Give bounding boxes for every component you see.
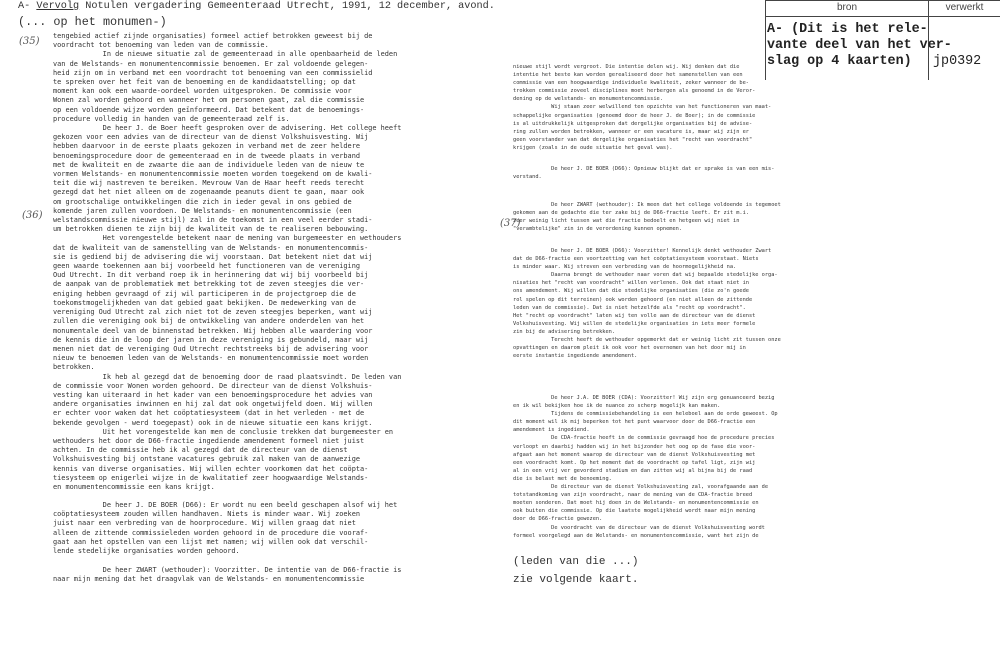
text-line: De heer ZWART (wethouder): Voorzitter. De intentie van de D66-fractie is (102, 566, 402, 574)
paragraph (53, 373, 401, 428)
text-line: die is belast met de benoeming. (513, 475, 612, 482)
table-border-top (765, 0, 1000, 1)
text-line: verloopt en daarbij hadden wij in het bijzonder het oog op de fase die voor- (513, 443, 756, 450)
bron-line: slag op 4 kaarten) (767, 54, 912, 69)
text-block (53, 32, 401, 492)
text-line: wethouders het door de D66-fractie ingediende amendement formeel niet juist (53, 436, 365, 445)
text-line: De CDA-fractie heeft in de commissie gevraagd hoe de procedure precies (551, 435, 775, 442)
text-line: juist naar een verbreding van de hoorprocedure. Wij willen graag dat niet (53, 519, 356, 528)
text-line: De directeur van de dienst Volkshuisvesting zal, voorafgaande aan de (551, 484, 769, 491)
text-line: gekomen aan de gedachte die ter zake bij de D66-fractie leeft. Er zit m.i. (513, 210, 749, 217)
paragraph (513, 63, 771, 103)
text-line: schappelijke organisaties (genoemd door de heer J. de Boer); in de commissie (513, 112, 756, 119)
bron-header: bron (836, 2, 857, 13)
paragraph (513, 394, 778, 410)
text-line: Uit het vorengestelde kan men de conclusie trekken dat burgemeester en (102, 427, 394, 436)
text-line: gekozen voor een advies van de directeur van de dienst Volkshuisvesting. Wij (53, 133, 369, 142)
paragraph (513, 483, 778, 523)
text-line: dit moment wil ik mij beperken tot het punt waarvoor door de D66-fractie een (513, 419, 756, 426)
text-line: geen waarde toekennen aan bij voorbeeld het functioneren van de vereniging (53, 262, 360, 271)
table-header-divider (765, 16, 1000, 17)
text-line: menen niet dat de vereniging Oud Utrecht rechtstreeks bij de advisering voor (53, 344, 369, 353)
bron-cell (767, 22, 952, 70)
text-line: door de D66-fractie gewezen. (513, 516, 603, 523)
card-prefix: A- (18, 1, 37, 12)
paragraph (53, 501, 397, 556)
text-line: De heer J.A. DE BOER (CDA): Voorzitter! Wij zijn erg genuanceerd bezig (551, 395, 775, 401)
bron-line: A- (Dit is het rele- (767, 22, 928, 37)
text-line: naar mijn mening dat het draagvlak van de Welstands- en monumentencommissie (53, 575, 365, 584)
margin-note-35: (35) (19, 36, 40, 47)
paragraph (513, 271, 781, 336)
text-line: nieuw te benoemen leden van de Welstands- en monumentencommissie moet worden (53, 354, 369, 363)
text-line: Ik heb al gezegd dat de benoeming door de raad plaatsvindt. De leden van (102, 372, 402, 381)
text-line: De heer J. de Boer heeft gesproken over de advisering. Het college heeft (102, 124, 402, 133)
text-block (513, 201, 781, 233)
text-line: de kennis die in de loop der jaren in deze vereniging is gebundeld, maar wij (53, 335, 369, 344)
paragraph (53, 50, 401, 124)
text-line: betrokken. (53, 363, 95, 372)
text-line: De voordracht van de directeur van de dienst Volkshuisvesting wordt (551, 524, 765, 531)
text-line: toekomstmogelijkheden van dat gebied gaat bekijken. De medewerking van de (53, 298, 356, 307)
text-line: en ik wil bekijken hoe ik de nuance zo scherp mogelijk kan maken. (513, 403, 721, 410)
text-line: zullen die vereniging ook bij de ontwikkeling van andere onderdelen van het (53, 317, 365, 326)
text-line: "verambtelijke" zin in de verordening kunnen opnemen. (513, 226, 683, 233)
text-line: De heer J. DE BOER (D66): Er wordt nu een beeld geschapen alsof wij het (102, 501, 398, 509)
text-line: Daarna brengt de wethouder naar voren dat wij bepaalde stedelijke orga- (551, 272, 778, 279)
text-line: intentie het beste kan worden gerealiseerd door het samenstellen van een (513, 72, 743, 79)
text-line: ring zullen worden betrokken, wanneer er een vacature is, maar wij zijn er (513, 128, 749, 135)
text-line: teit die wij nastreven te bereiken. Mevrouw Van de Haar heeft reeds terecht (53, 179, 365, 188)
paragraph (513, 201, 781, 233)
vervolg-label: Vervolg (36, 1, 80, 12)
text-line: om grootschalige ontwikkelingen die zich in ieder geval in ons gebied de (53, 197, 352, 206)
text-line: opvattingen en daarom pleit ik ook voor het overnemen van het door mij in (513, 345, 746, 352)
card-subtitle: (... op het monumen-) (18, 15, 167, 29)
text-line: kennis van diverse organisaties. Wij willen echter voorkomen dat het coöpta- (53, 464, 369, 473)
text-line: ons amendement. Wij willen dat die stedelijke organisaties (die zo'n goede (513, 288, 749, 295)
continuation-note: (leden van die ...) (513, 556, 639, 568)
text-line: vormen Welstands- en monumentencommissie moeten worden toegekend om de kwali- (53, 170, 373, 179)
text-line: Tijdens de commissiebehandeling is een heleboel aan de orde geweest. Op (551, 411, 778, 418)
text-line: de commissie voor Wonen worden gehoord. De directeur van de dienst Volkshuis- (53, 381, 373, 390)
text-line: krijgen (zoals in de oude situatie het geval was). (513, 144, 673, 151)
text-line: amendement is ingediend. (513, 427, 590, 434)
text-block (53, 566, 401, 584)
card-title (18, 1, 495, 12)
margin-note-36: (36) (22, 210, 43, 221)
text-line: tiesysteem op enigerlei wijze in de kwalitatief zeer hoogwaardige Welstands- (53, 473, 369, 482)
text-line: voordracht tot benoeming van leden van de commissie. (53, 41, 269, 50)
text-line: trokken commissie zoveel disciplines moet herbergen als genoemd in de Veror- (513, 88, 756, 95)
text-line: is minder waar. Wij streven een verbreding van de hoormogelijkheid na. (513, 264, 737, 271)
margin-note-37: (37) (500, 218, 521, 229)
text-line: Wonen zal worden gehoord en wanneer het om personen gaat, zal die commissie (53, 96, 365, 105)
text-line: te spreken over het feit van de benoeming en de kandidaatstelling; op dat (53, 78, 356, 87)
paragraph (53, 566, 401, 584)
text-line: afgaat aan het moment waarop de directeur van de dienst Volkshuisvesting met (513, 451, 756, 458)
text-line: een voordracht komt. Op het moment dat de voordracht op tafel ligt, zijn wij (513, 459, 756, 466)
text-line: gezegd dat het niet alleen om de zogenaamde peanuts dient te gaan, maar ook (53, 188, 365, 197)
text-line: nieuwe stijl wordt vergroot. Die intentie delen wij. Wij denken dat die (513, 64, 740, 70)
text-line: leden van de commissie). Dat is niet hetzelfde als "recht op voordracht". (513, 304, 746, 311)
text-line: De heer ZWART (wethouder): Ik meen dat het college voldoende is tegemoet (551, 202, 781, 208)
text-line: Oud Utrecht. In dit verband roep ik in herinnering dat wij bij voorbeeld bij (53, 271, 369, 280)
text-line: zeer weinig licht tussen wat die fractie bedoelt en hetgeen wij niet in (513, 218, 740, 225)
text-line: tengebied actief zijnde organisaties) formeel actief betrokken geweest bij de (53, 32, 373, 40)
text-block (513, 394, 778, 540)
paragraph (53, 124, 401, 234)
text-line: zin bij de advisering betrekken. (513, 328, 616, 335)
text-line: gaat aan het opstellen van een lijst met namen; wij willen ook dat verschil- (53, 537, 369, 546)
text-line: formeel voorgelegd aan de Welstands- en monumentencommissie, want het zijn de (513, 532, 759, 539)
text-line: lende stedelijke organisaties worden gehoord. (53, 547, 240, 556)
paragraph (513, 247, 781, 271)
text-line: hebben daarvoor in de eerste plaats gekozen in verband met de zeer heldere (53, 142, 360, 151)
text-line: Volkshuisvesting bij ontstane vacatures gebruik zal maken van de aanwezige (53, 455, 360, 464)
text-line: van de Welstands- en monumentencommissie benoemen. Er zal voldoende gelegen- (53, 59, 369, 68)
text-block (53, 501, 397, 556)
text-line: Volkshuisvesting. Wij willen de stedelijke organisaties in iets meer formele (513, 320, 756, 327)
text-line: In de nieuwe situatie zal de gemeenteraad in alle openbaarheid de leden (102, 50, 398, 59)
text-line: Terecht heeft de wethouder opgemerkt dat er weinig licht zit tussen onze (551, 337, 781, 344)
paragraph (513, 336, 781, 360)
text-line: er echter voor waken dat het coöptatiesysteem (dat in het verleden - met de (53, 409, 365, 418)
text-line: nisaties het "recht van voordracht" willen verlenen. Ook dat staat niet in (513, 280, 749, 287)
text-line: monumentale deel van de binnenstad betrekken. Wij hebben alle waardering voor (53, 326, 373, 335)
text-line: op een voldoende wijze worden geïnformeerd. Dat betekent dat de benoemings- (53, 105, 365, 114)
text-line: dat de D66-fractie een voortzetting van het coöptatiesysteem voorstaat. Niets (513, 256, 759, 263)
text-line: dening op de welstands- en monumentencommissie. (513, 96, 663, 103)
text-line: en monumentencommissie een kans krijgt. (53, 482, 215, 491)
text-line: alleen de zittende commissieleden worden gehoord in de procedure die vooraf- (53, 528, 369, 537)
text-line: moment kan ook een waarde-oordeel worden uitgesproken. De commissie voor (53, 87, 352, 96)
bron-line: vante deel van het ver- (767, 38, 952, 53)
text-line: sie is gediend bij de advisering die wij voorstaan. Dat betekent niet dat wij (53, 252, 373, 261)
paragraph (513, 103, 771, 152)
text-line: bekende gevolgen - werd toegepast) ook in de nieuwe situatie een kans krijgt. (53, 418, 373, 427)
text-line: commissie van een hoogwaardige individuele kwaliteit, zeker wanneer de be- (513, 80, 749, 87)
paragraph (513, 434, 778, 483)
text-line: andere organisaties inwinnen en hij zal dat ook ongetwijfeld doen. Wij willen (53, 400, 373, 409)
text-line: benoemingsprocedure door de gemeenteraad en in de tweede plaats in verband (53, 151, 360, 160)
next-card-note: zie volgende kaart. (513, 574, 639, 586)
verwerkt-cell: jp0392 (933, 54, 982, 69)
text-line: vereniging Oud Utrecht zal zich niet tot de zeven steegjes beperken, want wij (53, 308, 373, 317)
text-block (513, 165, 774, 181)
paragraph (513, 524, 778, 540)
text-line: eerste instantie ingediende amendement. (513, 353, 638, 360)
text-block (513, 63, 771, 152)
text-line: Het "recht op voordracht" laten wij ten volle aan de directeur van de dienst (513, 312, 756, 319)
text-line: al in een vrij ver gevorderd stadium en dan zitten wij al bijna bij de raad (513, 467, 753, 474)
verwerkt-header: verwerkt (945, 2, 984, 13)
title-text: Notulen vergadering Gemeenteraad Utrecht, 1991, 12 december, avond. (79, 1, 495, 12)
text-line: Wij staan zeer welwillend ten opzichte van het functioneren van maat- (551, 104, 772, 111)
text-line: vesting kan uiteraard in het kader van een benoemingsprocedure het advies van (53, 390, 373, 399)
text-line: De heer J. DE BOER (D66): Opnieuw blijkt dat er sprake is van een mis- (551, 166, 775, 172)
paragraph (513, 410, 778, 434)
text-line: totstandkoming van zijn voordracht, naar de mening van de CDA-fractie breed (513, 492, 753, 499)
text-line: rol spelen op dit terreinen) ook worden gehoord (en niet alleen de zittende (513, 296, 753, 303)
text-line: welstandscommissie nieuwe stijl) zal in de toekomst in een veel eerder stadi- (53, 216, 373, 225)
text-line: heid zijn om in verband met een voordracht tot benoeming van een commissielid (53, 68, 373, 77)
text-line: coöptatiesysteem zouden willen handhaven. Niets is minder waar. Wij zoeken (53, 510, 360, 519)
text-line: geen voorstander van dat dergelijke organisaties het "recht van voordracht" (513, 136, 753, 143)
text-line: is al uitdrukkelijk uitgesproken dat dergelijke organisaties bij de advise- (513, 120, 753, 127)
text-line: De heer J. DE BOER (D66): Voorzitter! Kennelijk denkt wethouder Zwart (551, 248, 772, 254)
paragraph (513, 165, 774, 181)
text-line: achten. In de commissie heb ik al gezegd dat de directeur van de dienst (53, 446, 348, 455)
text-line: de aanpak van de problematiek met betrekking tot de zeven steegjes die ver- (53, 280, 365, 289)
text-line: moeten sonderen. Dat moet hij doen in de Welstands- en monumentencommissie en (513, 500, 759, 507)
paragraph (53, 32, 401, 50)
text-block (513, 247, 781, 360)
paragraph (53, 428, 401, 492)
text-line: verstand. (513, 174, 542, 181)
text-line: dat de kwaliteit van de samenstelling van de Welstands- en monumentencommis- (53, 243, 369, 252)
text-line: um betrokken dienen te zijn bij de kwaliteit van de te realiseren bebouwing. (53, 225, 369, 234)
text-line: eniging hebben gevraagd of zij wil participeren in de projectgroep die de (53, 289, 356, 298)
paragraph (53, 234, 401, 372)
text-line: ook buiten die commissie. Op die laatste mogelijkheid wordt naar mijn mening (513, 508, 756, 515)
text-line: Het vorengestelde betekent naar de mening van burgemeester en wethouders (102, 234, 402, 243)
text-line: komende jaren zullen voordoen. De Welstands- en monumentencommissie (een (53, 206, 352, 215)
text-line: met de kwaliteit en de zwaarte die aan de individuele leden van de nieuw te (53, 160, 365, 169)
text-line: procedure volledig in handen van de gemeenteraad zelf is. (53, 114, 290, 123)
